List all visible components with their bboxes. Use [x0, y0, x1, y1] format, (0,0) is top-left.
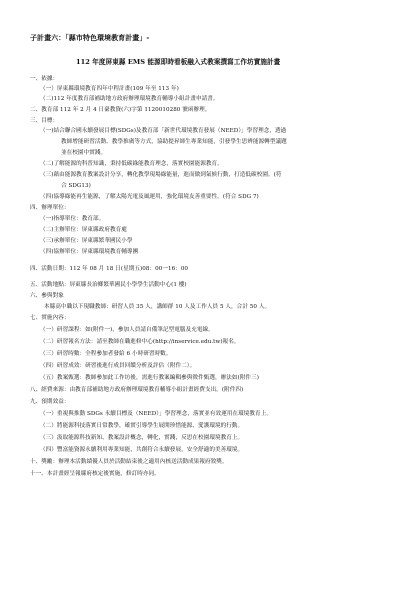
content-item-5: （五）教案甄選：教師參加此工作坊後，需進行教案編輯參與徵件甄選，辦法如(附件三) [40, 375, 259, 381]
document-title: 112 年度屏東縣 EMS 能源即時看板融入式教案撰寫工作坊實施計畫 [76, 58, 281, 66]
content-item-2: （二）研習報名方法：請至教師在職進修中心(http://inservice.edu.tw)報名。 [40, 339, 240, 345]
section-participants: 六、參與對象 [30, 293, 64, 299]
benefit-4: （四）豐富能資源永續利用專業知能，共創符合永續發展，安全舒適的美善環境。 [40, 447, 244, 453]
section-location: 五、活動地點：屏東縣長治鄉繁華國民小學學生活動中心(1 樓) [30, 282, 187, 288]
basis-item-1: （一）屏東縣環境教育四年中程計畫(109 年至 113 年) [40, 86, 179, 92]
organizer-2: （二)主辦單位：屏東縣政府教育處 [40, 227, 127, 233]
content-item-1: （一）研習課程：如(附件一)，參加人員請自備筆記型電腦及充電線。 [40, 327, 214, 333]
benefit-1: （一）重視與推動 SDGs 永續目標及（NEED）」學習理念，落實並有效運用在環境教育上。 [40, 411, 272, 417]
section-rewards: 十、獎勵：辦理本活動績優人員於活動結束後之適用內核送活動成果報府敘獎。 [30, 459, 228, 465]
goal-2: （二)了解能源的科普知識，秉持低碳綠能教育理念，落實校園能源教育。 [40, 161, 223, 167]
basis-item-2: （二)112 年度教育部補助地方政府辦理環境教育輔導小組計畫申請書。 [40, 96, 219, 102]
goal-4: （四)協導綠能再生能源，了解太陽光電及風運用，強化環境友善重要性。(符合 SDG 7) [40, 194, 259, 200]
section-funding: 八、經費來源：由教育部補助地方政府辦理環境教育輔導小組計畫經費支出。(附件四) [30, 387, 244, 393]
section-date: 四、活動日期：112 年 08 月 18 日(星期五)08：00一16：00 [30, 266, 189, 272]
content-item-3: （三）研習時數：全程參加者發給 6 小時研習時數。 [40, 351, 172, 357]
benefit-2: （二）將能源科技落實日常教學，確實引導學生展開珍惜能源、愛護環境的行動。 [40, 423, 244, 429]
content-item-4: （四）研習成效：研習後進行成員回饋分析及評估（附件二）。 [40, 363, 196, 369]
plan-label: 子計畫六：「縣市特色環境教育計畫」- [30, 33, 150, 42]
goal-1-line-3: 並在校園中實踐。 [61, 150, 107, 156]
section-basis: 一、依據： [30, 76, 59, 82]
organizer-1: （一)指導單位：教育部。 [40, 216, 105, 222]
goal-3-line-1: （三)藉由能源教育教案設計分享，轉化教學現場綠能量，進而做到氣候行動，打造低碳校園。(符 [40, 172, 282, 178]
goal-1-line-1: （一)結合聯合國永續發展目標(SDGs)及教育部「新世代環境教育發展（NEED）」學習理念，透過 [40, 128, 287, 134]
section-content: 七、實施內容： [30, 315, 70, 321]
goal-3-line-2: 合 SDG13) [61, 183, 91, 189]
benefit-3: （三）汲取能源科技新知、教案設計概念，轉化，實踐，反思在校園環境教育上。 [40, 435, 244, 441]
participants-detail: 本縣高中職以下現職教師：研習人員 35 人，講師群 10 人及工作人員 5 人，合計 50 人。 [44, 304, 271, 310]
section-goals: 三、目標： [30, 118, 59, 124]
organizer-4: （四)協辦單位：屏東縣環境教育輔導團 [40, 249, 139, 255]
section-benefits: 九、預期效益： [30, 399, 70, 405]
goal-1-line-2: 教師增能研習活動、教學推廣等方式，協助提昇師生專業知能，引發學生思辨能源轉型議題 [61, 139, 287, 145]
organizer-3: （三)承辦單位：屏東縣繁華國民小學 [40, 238, 133, 244]
section-organizers: 四、辦理單位： [30, 205, 70, 211]
section-approval: 十一、本計畫經呈報縣府核定後實施，修訂時亦同。 [30, 471, 160, 477]
section-ministry: 二、教育部 112 年 2 月 4 日臺教資(六)字第 1120010280 號函辦理。 [30, 107, 211, 113]
